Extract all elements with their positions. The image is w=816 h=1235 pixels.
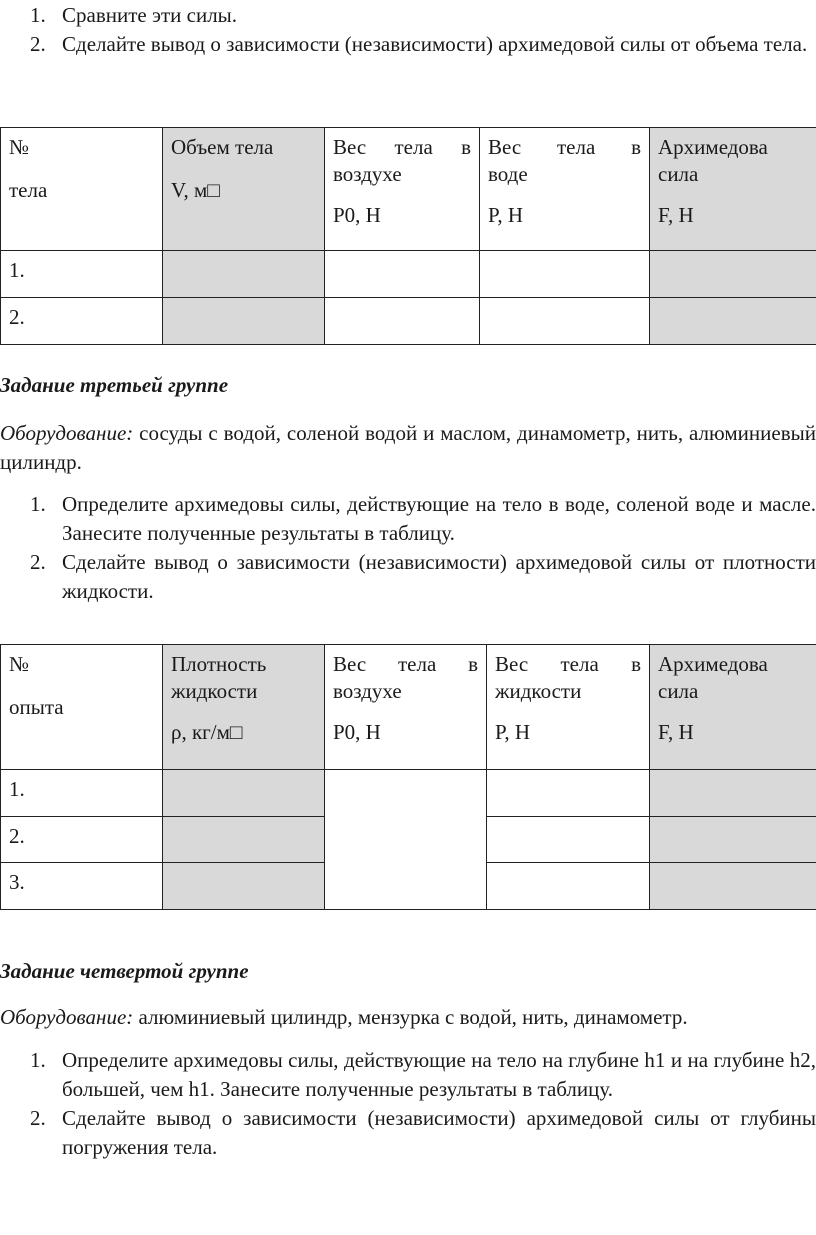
header-body-number: № тела bbox=[1, 128, 163, 251]
row-number: 1. bbox=[1, 251, 163, 298]
header-weight-liquid: Вес тела в жидкости P, Н bbox=[487, 645, 650, 770]
header-archimedes-force: Архимедова сила F, Н bbox=[650, 128, 816, 251]
row-number: 2. bbox=[1, 298, 163, 345]
cell bbox=[325, 251, 480, 298]
header-volume: Объем тела V, м□ bbox=[163, 128, 325, 251]
table-header-row bbox=[1, 645, 816, 770]
merged-air-weight-cell bbox=[325, 770, 487, 910]
cell bbox=[325, 298, 480, 345]
table-row bbox=[1, 251, 816, 298]
table-row bbox=[1, 298, 816, 345]
cell bbox=[163, 251, 325, 298]
cell bbox=[487, 770, 650, 817]
cell bbox=[163, 863, 325, 910]
cell bbox=[163, 770, 325, 817]
list-item: 2. Сделайте вывод о зависимости (независимости) архимедовой силы от глубины погружения тела. bbox=[30, 1106, 816, 1159]
list-item: 1. Определите архимедовы силы, действующие на тело на глубине h1 и на глубине h2, большей, чем h1. Занесите полученные результаты в таблицу. bbox=[30, 1048, 816, 1101]
header-experiment-number: № опыта bbox=[1, 645, 163, 770]
cell bbox=[650, 863, 816, 910]
header-density: Плотность жидкости ρ, кг/м□ bbox=[163, 645, 325, 770]
row-number: 1. bbox=[1, 770, 163, 817]
group4-heading: Задание четвертой группе bbox=[0, 959, 249, 983]
cell bbox=[480, 298, 650, 345]
table-row bbox=[1, 770, 816, 817]
list-item: 2. Сделайте вывод о зависимости (независимости) архимедовой силы от объема тела. bbox=[30, 32, 808, 56]
cell bbox=[163, 817, 325, 863]
table-header-row bbox=[1, 128, 816, 251]
header-weight-air: Вес тела в воздухе P0, Н bbox=[325, 128, 480, 251]
cell bbox=[650, 251, 816, 298]
cell bbox=[650, 298, 816, 345]
cell bbox=[163, 298, 325, 345]
cell bbox=[487, 817, 650, 863]
header-weight-water: Вес тела в воде P, Н bbox=[480, 128, 650, 251]
cell bbox=[487, 863, 650, 910]
cell bbox=[650, 770, 816, 817]
group4-instructions-list bbox=[0, 1046, 816, 1162]
row-number: 3. bbox=[1, 863, 163, 910]
header-archimedes-force: Архимедова сила F, Н bbox=[650, 645, 816, 770]
row-number: 2. bbox=[1, 817, 163, 863]
instructions-list-1 bbox=[0, 1, 816, 59]
group3-instructions-list bbox=[0, 490, 816, 606]
list-item: 2. Сделайте вывод о зависимости (независимости) архимедовой силы от плотности жидкости. bbox=[30, 550, 816, 603]
group3-equipment: Оборудование: сосуды с водой, соленой водой и маслом, динамометр, нить, алюминиевый цилиндр. bbox=[0, 421, 816, 474]
list-item: 1. Определите архимедовы силы, действующие на тело в воде, соленой воде и масле. Занесите полученные результаты в таблицу. bbox=[30, 492, 816, 545]
volume-table bbox=[0, 127, 816, 345]
group3-heading: Задание третьей группе bbox=[0, 373, 229, 397]
cell bbox=[650, 817, 816, 863]
group4-equipment: Оборудование: алюминиевый цилиндр, мензурка с водой, нить, динамометр. bbox=[0, 1005, 688, 1029]
list-item: 1. Сравните эти силы. bbox=[30, 3, 238, 27]
density-table bbox=[0, 644, 816, 910]
cell bbox=[480, 251, 650, 298]
header-weight-air: Вес тела в воздухе P0, Н bbox=[325, 645, 487, 770]
